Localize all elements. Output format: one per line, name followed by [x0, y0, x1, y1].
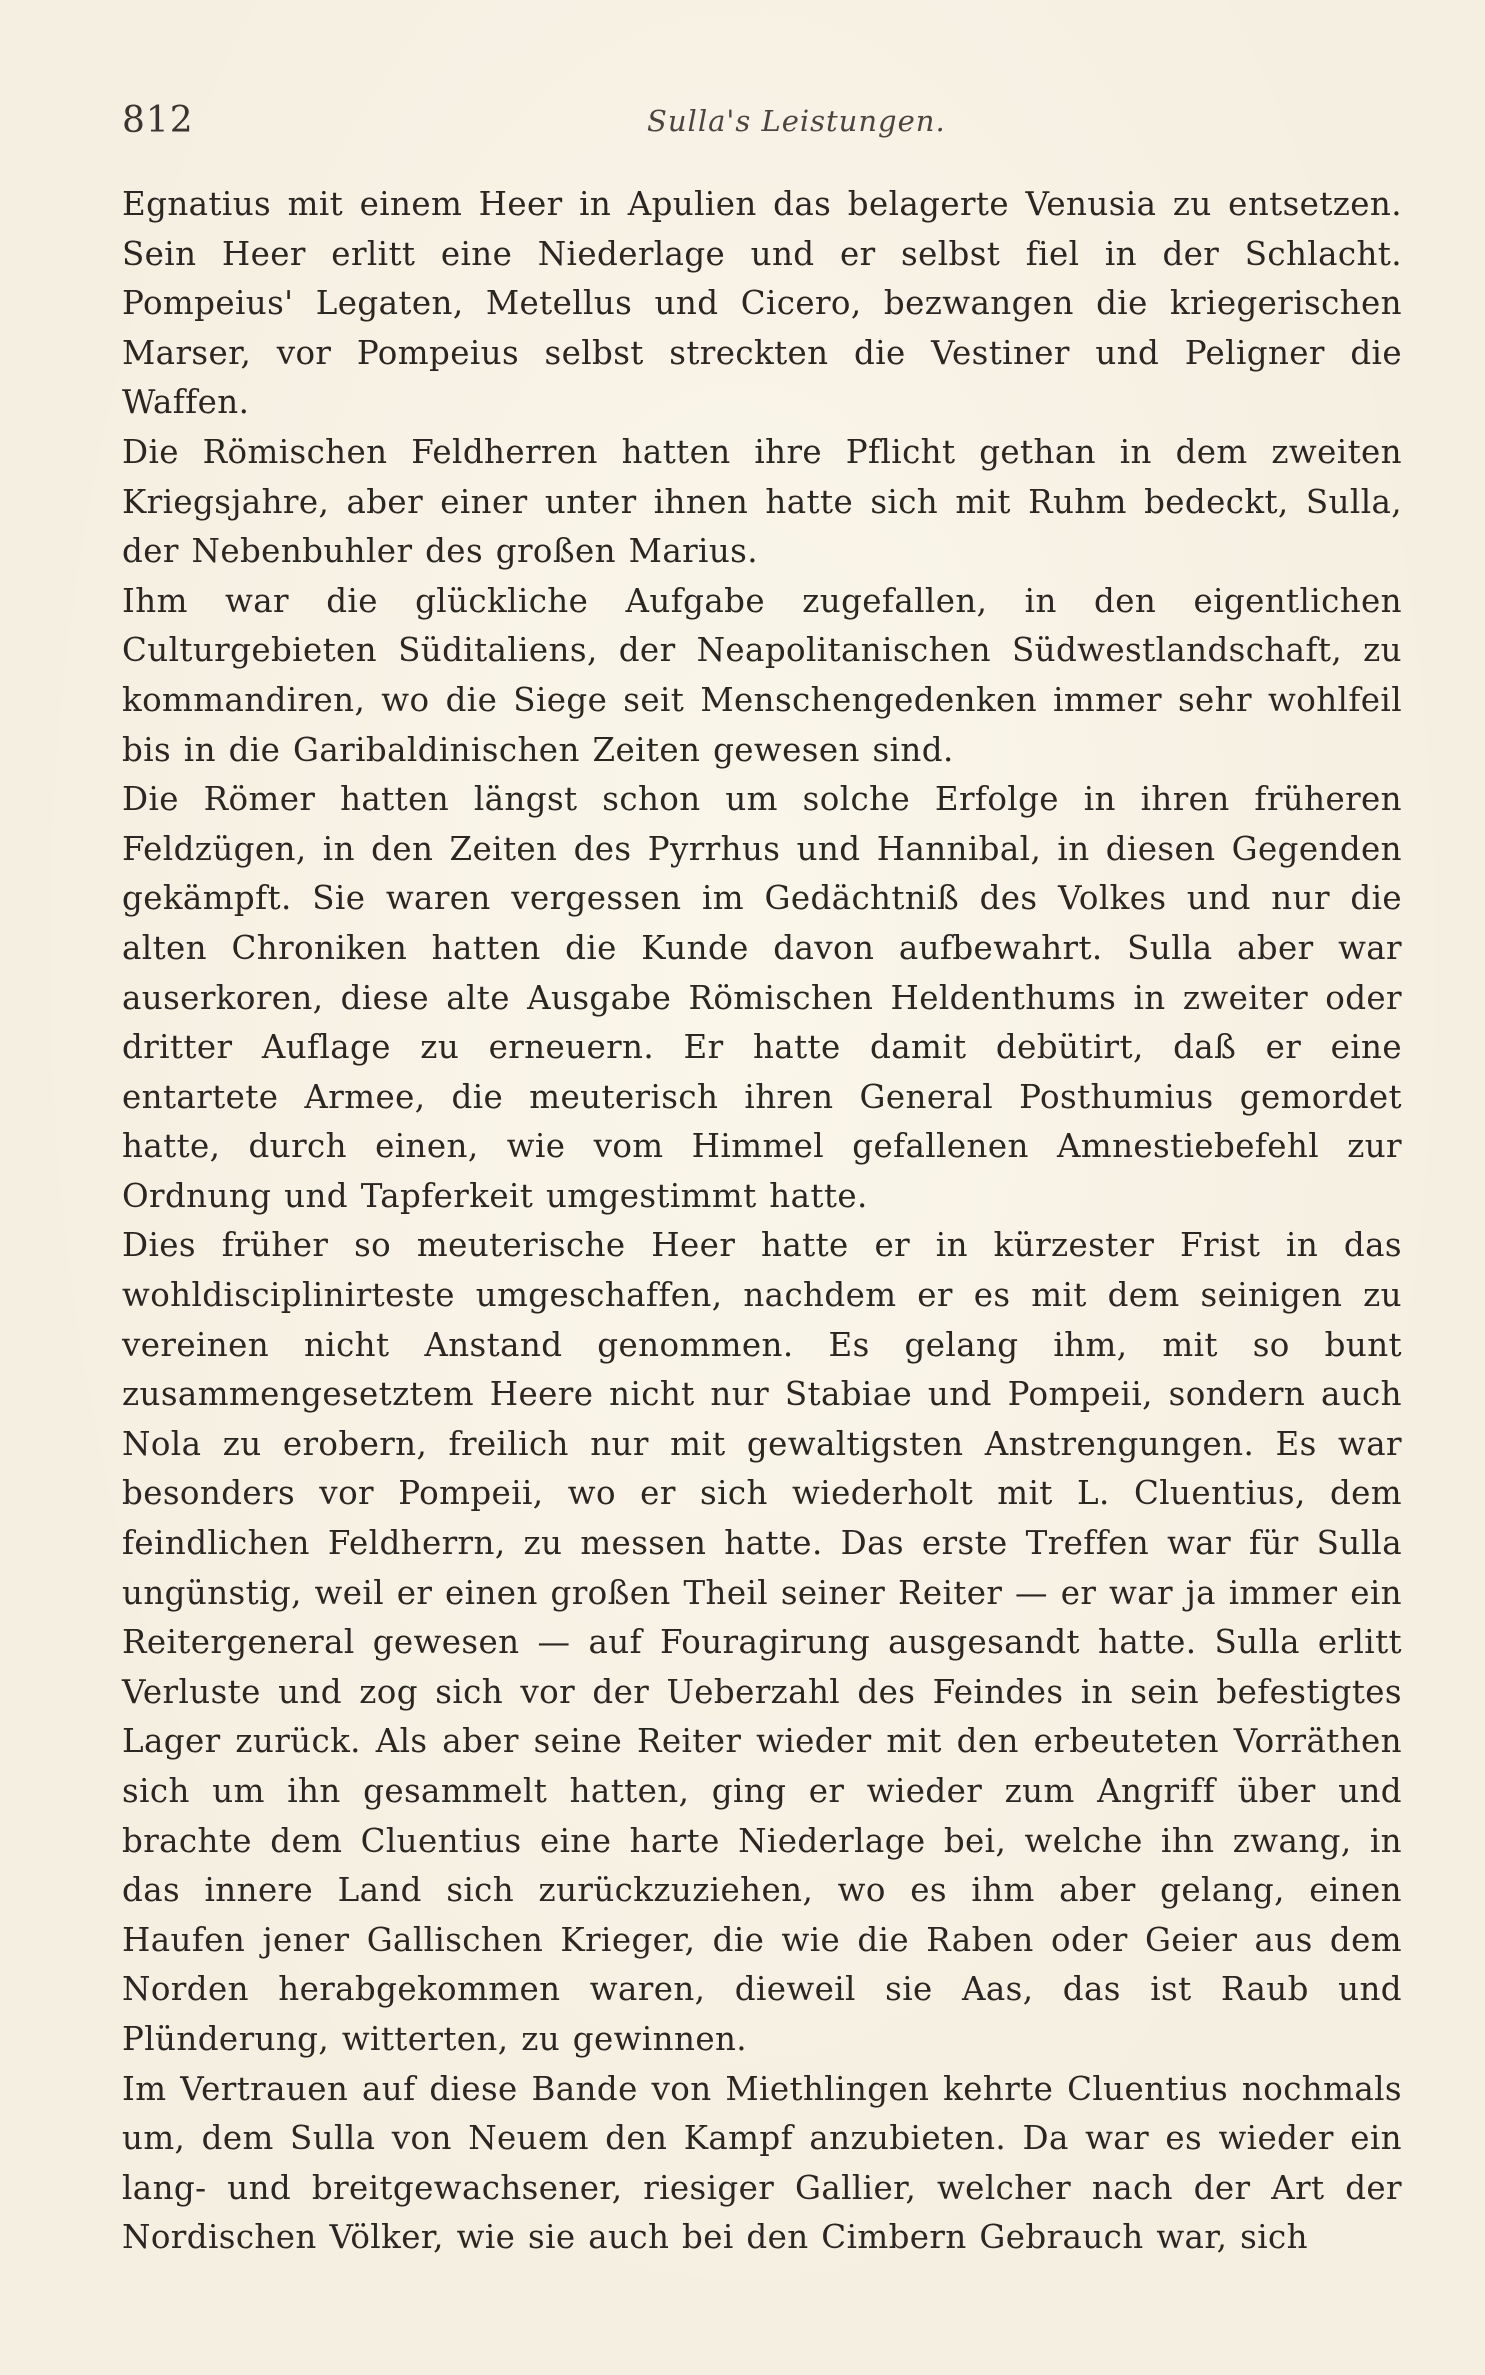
running-title: Sulla's Leistungen. — [647, 104, 946, 138]
body-text — [122, 180, 1402, 2263]
page-number: 812 — [122, 100, 194, 141]
paragraph-3: Ihm war die glückliche Aufgabe zugefallen, in den eigentlichen Culturgebieten Süditaliens, der Neapolitanischen Südwestlandschaft, zu kommandiren, wo die Siege seit Menschengedenken immer sehr wohlfeil bis in die Garibaldinischen Zeiten gewesen sind. — [122, 581, 1402, 769]
paragraph-4: Die Römer hatten längst schon um solche Erfolge in ihren früheren Feldzügen, in den Zeiten des Pyrrhus und Hannibal, in diesen Gegenden gekämpft. Sie waren vergessen im Gedächtniß des Volkes und nur die alten Chroniken hatten die Kunde davon aufbewahrt. Sulla aber war auserkoren, diese alte Ausgabe Römischen Heldenthums in zweiter oder dritter Auflage zu erneuern. Er hatte damit debütirt, daß er eine entartete Armee, die meuterisch ihren General Posthumius gemordet hatte, durch einen, wie vom Himmel gefallenen Amnestiebefehl zur Ordnung und Tapferkeit umgestimmt hatte. — [122, 780, 1402, 1215]
paragraph-6: Im Vertrauen auf diese Bande von Miethlingen kehrte Cluentius nochmals um, dem Sulla von Neuem den Kampf anzubieten. Da war es wieder ein lang- und breitgewachsener, riesiger Gallier, welcher nach der Art der Nordischen Völker, wie sie auch bei den Cimbern Gebrauch war, sich — [122, 2069, 1402, 2257]
paragraph-2: Die Römischen Feldherren hatten ihre Pflicht gethan in dem zweiten Kriegsjahre, aber einer unter ihnen hatte sich mit Ruhm bedeckt, Sulla, der Nebenbuhler des großen Marius. — [122, 432, 1402, 571]
paragraph-1: Egnatius mit einem Heer in Apulien das belagerte Venusia zu entsetzen. Sein Heer erlitt eine Niederlage und er selbst fiel in der Schlacht. Pompeius' Legaten, Metellus und Cicero, bezwangen die kriegerischen Marser, vor Pompeius selbst streckten die Vestiner und Peligner die Waffen. — [122, 185, 1402, 422]
page-header — [122, 100, 1402, 160]
paragraph-5: Dies früher so meuterische Heer hatte er in kürzester Frist in das wohldisciplinirteste umgeschaffen, nachdem er es mit dem seinigen zu vereinen nicht Anstand genommen. Es gelang ihm, mit so bunt zusammengesetztem Heere nicht nur Stabiae und Pompeii, sondern auch Nola zu erobern, freilich nur mit gewaltigsten Anstrengungen. Es war besonders vor Pompeii, wo er sich wiederholt mit L. Cluentius, dem feindlichen Feldherrn, zu messen hatte. Das erste Treffen war für Sulla ungünstig, weil er einen großen Theil seiner Reiter — er war ja immer ein Reitergeneral gewesen — auf Fouragirung ausgesandt hatte. Sulla erlitt Verluste und zog sich vor der Ueberzahl des Feindes in sein befestigtes Lager zurück. Als aber seine Reiter wieder mit den erbeuteten Vorräthen sich um ihn gesammelt hatten, ging er wieder zum Angriff über und brachte dem Cluentius eine harte Niederlage bei, welche ihn zwang, in das innere Land sich zurückzuziehen, wo es ihm aber gelang, einen Haufen jener Gallischen Krieger, die wie die Raben oder Geier aus dem Norden herabgekommen waren, dieweil sie Aas, das ist Raub und Plünderung, witterten, zu gewinnen. — [122, 1226, 1402, 2058]
